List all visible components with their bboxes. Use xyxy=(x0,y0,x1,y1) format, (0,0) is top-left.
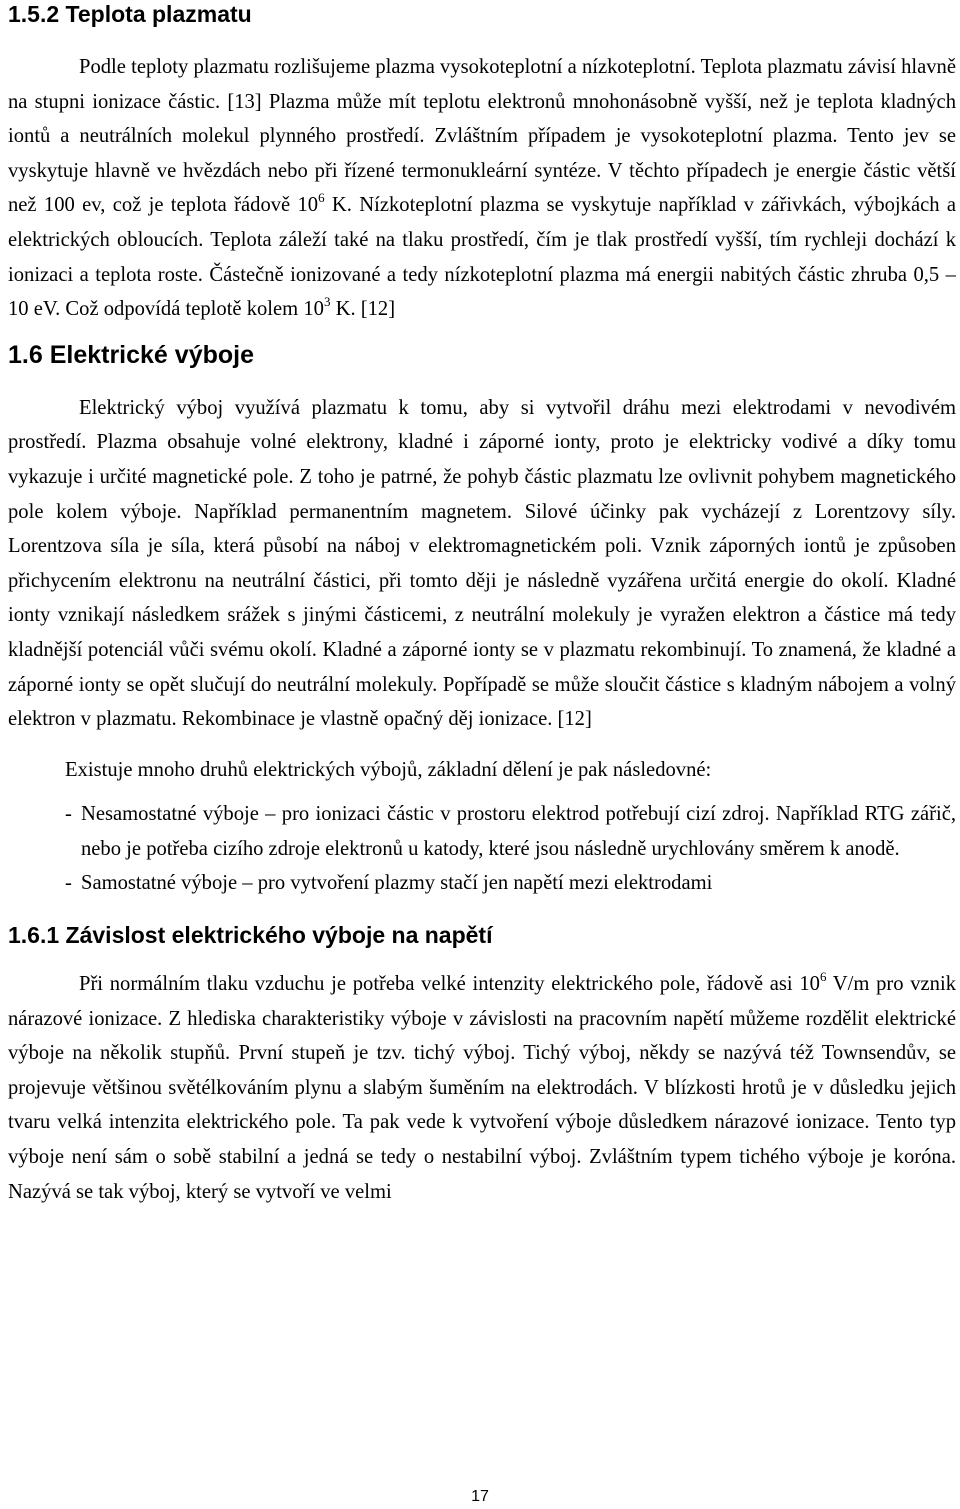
list-item xyxy=(8,797,956,866)
section-heading-1-5-2: 1.5.2 Teplota plazmatu xyxy=(8,1,252,27)
page-number: 17 xyxy=(471,1488,489,1505)
section-heading-1-6-1: 1.6.1 Závislost elektrického výboje na napětí xyxy=(8,922,493,949)
sentence-c: Nízkoteplotní plazma se vyskytuje například v zářivkách, výbojkách a elektrických obloucích. xyxy=(8,194,956,251)
list-dash: - xyxy=(65,803,72,826)
paragraph-deleni-vyboju: Existuje mnoho druhů elektrických výbojů, základní dělení je pak následovné: xyxy=(65,758,712,781)
paragraph-text-rest: V/m pro vznik nárazové ionizace. Z hlediska charakteristiky výboje v závislosti na pracovním napětí můžeme rozdělit elektrické výboje na několik stupňů. První stupeň je tzv. tichý výboj. Tichý výboj, někdy se nazývá též Townsendův, se projevuje většinou světélkováním plynu a slabým šuměním na elektrodách. V blízkosti hrotů je v důsledku jejich tvaru velká intenzita elektrického pole. Ta pak vede k vytvoření výboje důsledkem nárazové ionizace. Tento typ výboje není sám o sobě stabilní a jedná se tedy o nestabilní výboj. Zvláštním typem tichého výboje je koróna. Nazývá se tak výboj, který se vytvoří ve velmi xyxy=(8,973,956,1203)
discharge-types-list xyxy=(8,797,956,901)
sentence-e: Částečně ionizované a tedy nízkoteplotní plazma má energii nabitých částic zhruba 0,5 – 10 eV. xyxy=(8,263,956,321)
sentence-b-end: K. xyxy=(324,194,352,217)
list-item xyxy=(8,866,956,901)
exponent: 3 xyxy=(323,294,331,310)
paragraph-elektricke-vyboje: Elektrický výboj využívá plazmatu k tomu, aby si vytvořil dráhu mezi elektrodami v nevodivém prostředí. Plazma obsahuje volné elektrony, kladné i záporné ionty, proto je elektricky vodivé a díky tomu vykazuje i určité magnetické pole. Z toho je patrné, že pohyb částic plazmatu lze ovlivnit pohybem magnetického pole kolem výboje. Například permanentním magnetem. Silové účinky pak vycházejí z Lorentzovy síly. Lorentzova síla je síla, která působí na náboj v elektromagnetickém poli. Vznik záporných iontů je způsoben přichycením elektronu na neutrální částici, při tomto ději je následně vyzářena určitá energie do okolí. Kladné ionty vznikají následkem srážek s jinými částicemi, z neutrální molekuly je vyražen elektron a částice má tedy kladnější potenciál vůči svému okolí. Kladné a záporné ionty se v plazmatu rekombinují. To znamená, že kladné a záporné ionty se opět slučují do neutrální molekuly. Popřípadě se může sloučit částice s kladným nábojem a volný elektron v plazmatu. Rekombinace je vlastně opačný děj ionizace. [12] xyxy=(8,396,956,731)
section-heading-1-6: 1.6 Elektrické výboje xyxy=(8,340,254,369)
exponent: 6 xyxy=(318,190,325,206)
paragraph-teplota-plazmatu xyxy=(8,50,956,327)
sentence-f-text: Což odpovídá teplotě kolem 10 xyxy=(65,298,324,321)
paragraph-text-start: Při normálním tlaku vzduchu je potřeba velké intenzity elektrického pole, řádově asi 10 xyxy=(79,973,820,996)
sentence-f-end: K. [12] xyxy=(330,298,396,321)
list-item-text: Nesamostatné výboje – pro ionizaci částic v prostoru elektrod potřebují cizí zdroj. Například RTG zářič, nebo je potřeba cizího zdroje elektronů u katody, které jsou následně urychlovány směrem k anodě. xyxy=(81,803,956,860)
exponent: 6 xyxy=(819,969,827,985)
sentence-a: Podle teploty plazmatu rozlišujeme plazma vysokoteplotní a nízkoteplotní. Teplota plazmatu závisí hlavně na stupni ionizace částic. [13] Plazma může mít teplotu elektronů mnohonásobně vyšší, než je teplota kladných iontů a neutrálních molekul plynného prostředí. xyxy=(8,56,956,148)
paragraph-zavislost-na-napeti xyxy=(8,967,956,1209)
list-item-text: Samostatné výboje – pro vytvoření plazmy stačí jen napětí mezi elektrodami xyxy=(81,872,713,895)
sentence-b-text: Zvláštním případem je vysokoteplotní plazma. Tento jev se vyskytuje hlavně ve hvězdách nebo při řízené termonukleární syntéze. V těchto případech je energie částic větší než 100 ev, což je teplota řádově 10 xyxy=(8,125,957,217)
sentence-d: Teplota záleží také na tlaku prostředí, čím je tlak prostředí vyšší, tím rychleji dochází k ionizaci a teplota roste. xyxy=(8,228,957,286)
list-dash: - xyxy=(65,872,72,895)
sentence-f xyxy=(65,294,396,321)
document-page xyxy=(8,0,956,1209)
